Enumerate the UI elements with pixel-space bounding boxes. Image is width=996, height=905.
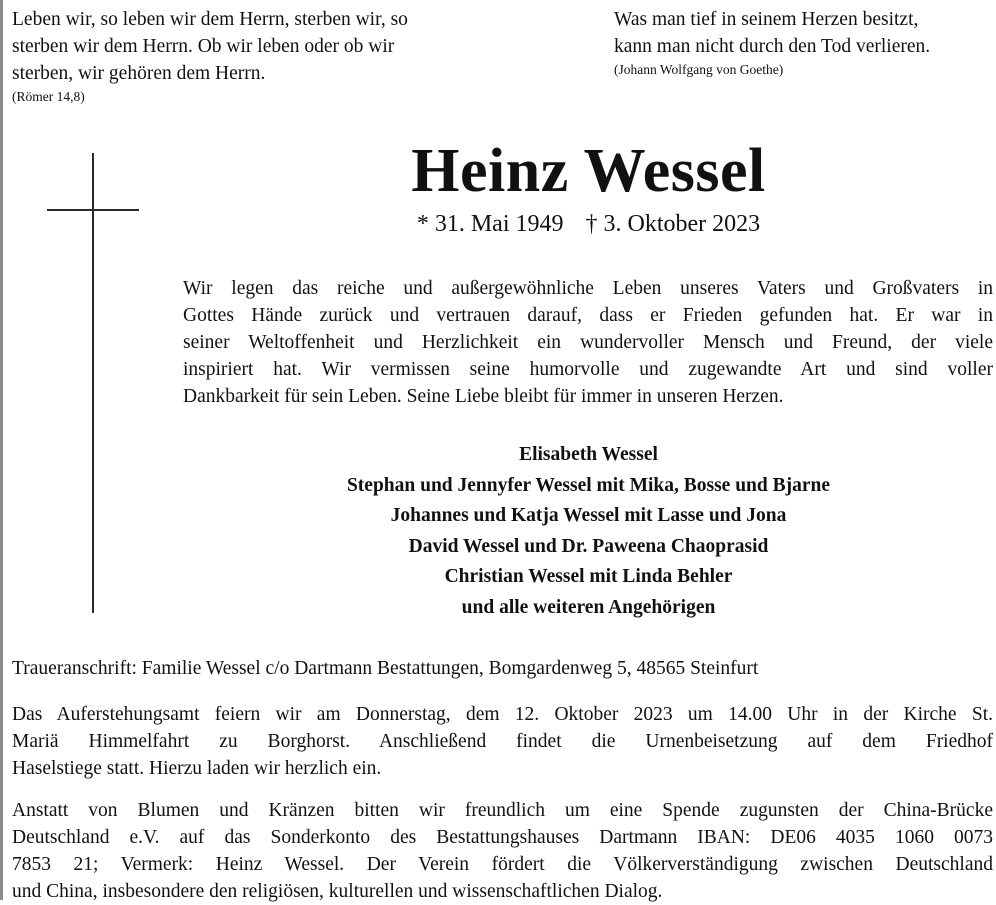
- quote-source: (Johann Wolfgang von Goethe): [614, 62, 784, 77]
- cross-horizontal-bar: [47, 209, 139, 211]
- life-dates: [180, 207, 996, 241]
- deceased-name: Heinz Wessel: [411, 137, 766, 205]
- tribute-line: Wir legen das reiche und außergewöhnliche Leben unseres Vaters und Großvaters in: [183, 278, 993, 299]
- death-date: † 3. Oktober 2023: [585, 211, 761, 237]
- service-line: Das Auferstehungsamt feiern wir am Donnerstag, dem 12. Oktober 2023 um 14.00 Uhr in der Kirche St.: [12, 704, 993, 725]
- mourner: Christian Wessel mit Linda Behler: [444, 566, 733, 588]
- tribute-line: seiner Weltoffenheit und Herzlichkeit ein wundervoller Mensch und Freund, der viele: [183, 332, 993, 353]
- mourner: Johannes und Katja Wessel mit Lasse und Jona: [390, 505, 787, 527]
- bible-quote: [12, 6, 512, 107]
- quote-line: kann man nicht durch den Tod verlieren.: [614, 36, 931, 57]
- tribute-text: [183, 275, 993, 410]
- donation-line: Anstatt von Blumen und Kränzen bitten wir freundlich um eine Spende zugunsten der China-Brücke: [12, 800, 993, 821]
- service-line: Mariä Himmelfahrt zu Borghorst. Anschließend findet die Urnenbeisetzung auf dem Friedhof: [12, 731, 993, 752]
- goethe-quote: [614, 6, 994, 80]
- donation-line: und China, insbesondere den religiösen, kulturellen und wissenschaftlichen Dialog.: [12, 881, 663, 902]
- mourner: Stephan und Jennyfer Wessel mit Mika, Bosse und Bjarne: [346, 474, 831, 496]
- donation-info: [12, 797, 993, 905]
- mourners-list: [180, 440, 996, 624]
- service-info: [12, 701, 993, 782]
- donation-line: 7853 21; Vermerk: Heinz Wessel. Der Verein fördert die Völkerverständigung zwischen Deutschland: [12, 854, 993, 875]
- tribute-line: inspiriert hat. Wir vermissen seine humorvolle und zugewandte Art und sind voller: [183, 359, 993, 380]
- tribute-line: Dankbarkeit für sein Leben. Seine Liebe bleibt für immer in unseren Herzen.: [183, 386, 784, 407]
- quote-line: sterben wir dem Herrn. Ob wir leben oder ob wir: [12, 36, 395, 57]
- quote-line: Was man tief in seinem Herzen besitzt,: [614, 9, 919, 30]
- birth-date: * 31. Mai 1949: [416, 211, 564, 237]
- tribute-line: Gottes Hände zurück und vertrauen darauf, dass er Frieden gefunden hat. Er war in: [183, 305, 993, 326]
- mourner: David Wessel und Dr. Paweena Chaoprasid: [408, 535, 769, 557]
- service-line: Haselstiege statt. Hierzu laden wir herzlich ein.: [12, 758, 382, 779]
- page-border: [0, 0, 3, 900]
- mourner: Elisabeth Wessel: [519, 444, 658, 465]
- quote-source: (Römer 14,8): [12, 89, 85, 104]
- donation-line: Deutschland e.V. auf das Sonderkonto des Bestattungshauses Dartmann IBAN: DE06 4035 1060 0073: [12, 827, 993, 848]
- quote-line: sterben, wir gehören dem Herrn.: [12, 63, 266, 84]
- mourning-address: Traueranschrift: Familie Wessel c/o Dartmann Bestattungen, Bomgardenweg 5, 48565 Steinfurt: [12, 658, 759, 679]
- mourner: und alle weiteren Angehörigen: [461, 596, 716, 618]
- cross-vertical-bar: [92, 153, 94, 613]
- quote-line: Leben wir, so leben wir dem Herrn, sterben wir, so: [12, 9, 408, 30]
